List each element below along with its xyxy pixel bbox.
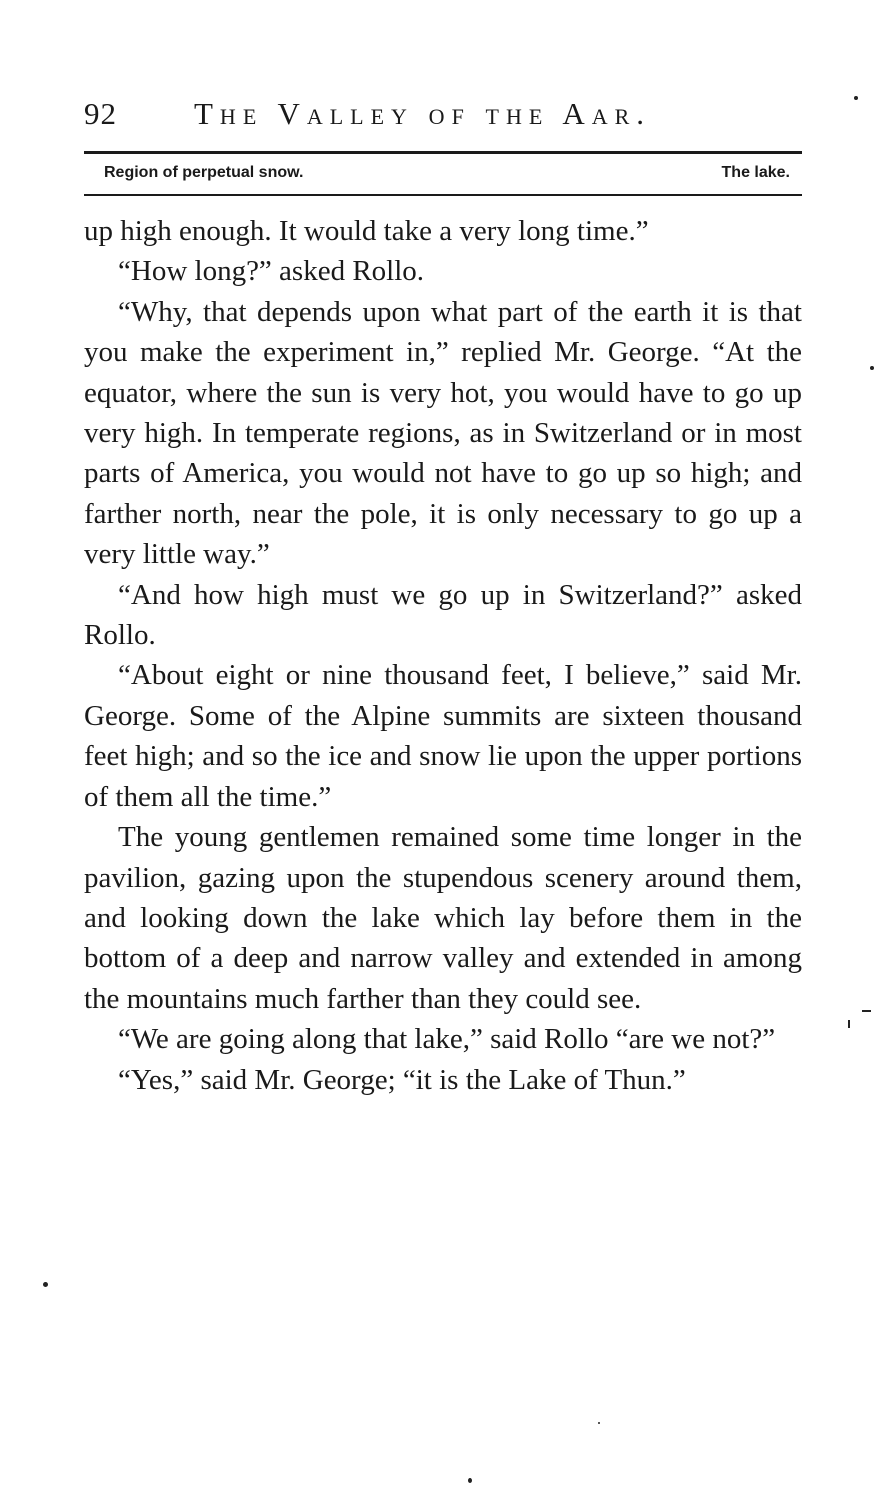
page-header bbox=[84, 92, 800, 136]
print-speck bbox=[468, 1478, 472, 1483]
paragraph: “About eight or nine thousand feet, I believe,” said Mr. George. Some of the Alpine summits are sixteen thousand feet high; and so the ice and snow lie upon the upper portions of them all the time.” bbox=[84, 659, 802, 813]
paragraph: “Yes,” said Mr. George; “it is the Lake of Thun.” bbox=[118, 1063, 686, 1096]
header-rule-top bbox=[84, 151, 802, 154]
subhead-right: The lake. bbox=[721, 164, 790, 181]
print-speck bbox=[848, 1020, 850, 1028]
paragraph: “We are going along that lake,” said Rollo “are we not?” bbox=[118, 1023, 776, 1056]
paragraph: The young gentlemen remained some time longer in the pavilion, gazing upon the stupendous scenery around them, and looking down the lake which lay before them in the bottom of a deep and narrow valley and extended in among the mountains much farther than they could see. bbox=[84, 821, 802, 1015]
print-speck bbox=[43, 1282, 48, 1287]
paragraph: “And how high must we go up in Switzerland?” asked Rollo. bbox=[84, 578, 802, 652]
section-subheads bbox=[104, 158, 790, 188]
print-speck bbox=[854, 96, 858, 100]
paragraph: “How long?” asked Rollo. bbox=[118, 255, 425, 288]
print-speck bbox=[598, 1422, 600, 1424]
paragraph: “Why, that depends upon what part of the earth it is that you make the experiment in,” replied Mr. George. “At the equator, where the sun is very hot, you would have to go up very high. In temperate regions, as in Switzerland or in most parts of America, you would not have to go up so high; and farther north, near the pole, it is only necessary to go up a very little way.” bbox=[84, 295, 802, 571]
page-number: 92 bbox=[84, 96, 117, 131]
header-rule-bottom bbox=[84, 194, 802, 196]
print-speck bbox=[862, 1010, 871, 1012]
body-text bbox=[84, 211, 802, 1100]
subhead-left: Region of perpetual snow. bbox=[104, 164, 304, 181]
running-title: The Valley of the Aar. bbox=[194, 96, 652, 131]
paragraph-continuation: up high enough. It would take a very long time.” bbox=[84, 215, 649, 247]
print-speck bbox=[870, 366, 874, 370]
